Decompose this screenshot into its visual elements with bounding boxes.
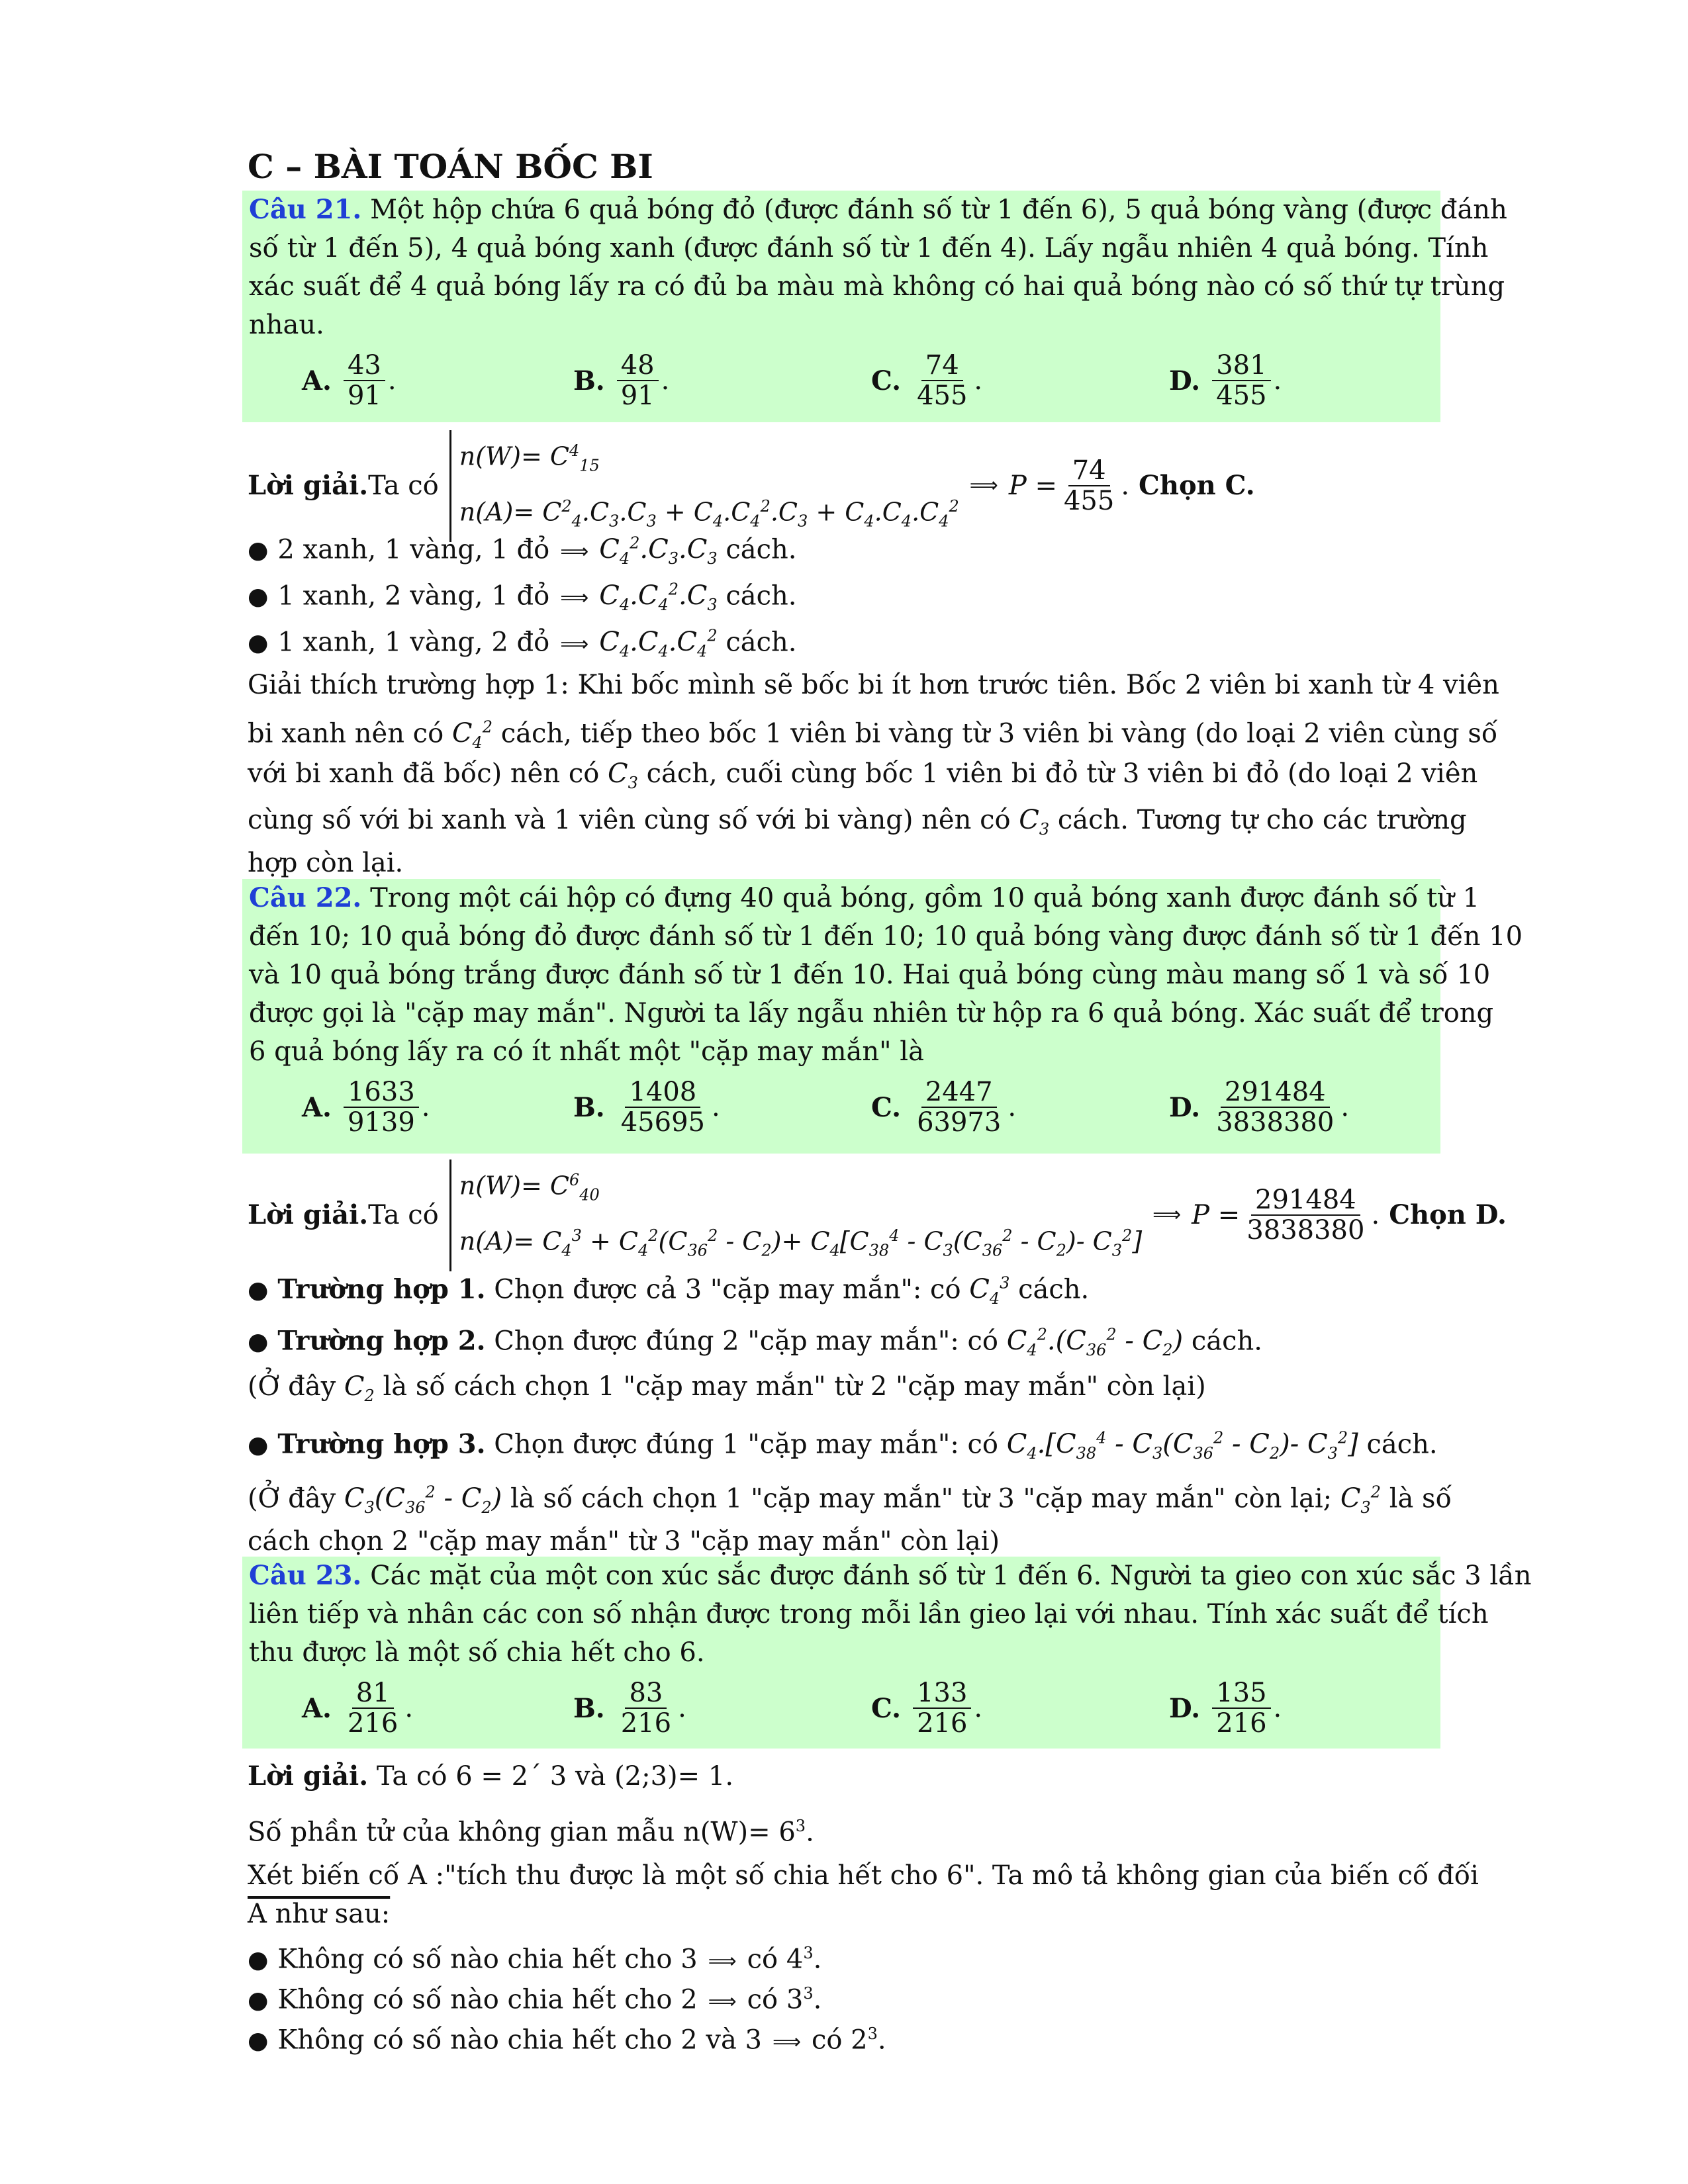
s22-case-1: ● Trường hợp 1. Chọn được cả 3 "cặp may mắn": có $C_4^3$ cách. [248, 1273, 1090, 1308]
bullet-icon: ● [248, 1328, 269, 1356]
q21-option-a[interactable]: A. $\frac{43}{91}$ . [302, 350, 397, 411]
implies-arrow-icon: ⟹ [708, 1990, 737, 2014]
implies-arrow-icon: ⟹ [560, 540, 589, 564]
implies-arrow-icon: ⟹ [969, 474, 998, 498]
bullet-icon: ● [248, 1946, 269, 1974]
question-23-box [242, 1557, 1532, 1749]
s21-explain-3: với bi xanh đã bốc) nên có $C_3$ cách, cuối cùng bốc 1 viên bi đỏ từ 3 viên bi đỏ (do loại 2 viên [248, 758, 1478, 792]
implies-arrow-icon: ⟹ [772, 2030, 801, 2054]
s23-line-3: Xét biến cố A :"tích thu được là một số chia hết cho 6". Ta mô tả không gian của biến cố đối [248, 1860, 1479, 1891]
system-brace: $n(W)= C^4_{15}$ $n(A)= C^2_4.C_3.C_3 + C_4.C_4^2.C_3 + C_4.C_4.C_4^2$ [449, 430, 959, 542]
s23-line-4: A như sau: [248, 1899, 391, 1929]
q23-option-c[interactable]: C. $\frac{133}{216}$ . [871, 1678, 983, 1739]
q21-line-2: số từ 1 đến 5), 4 quả bóng xanh (được đánh số từ 1 đến 4). Lấy ngẫu nhiên 4 quả bóng. Tính [249, 233, 1489, 263]
solution-21-header: Lời giải. Ta có $n(W)= C^4_{15}$ $n(A)= C^2_4.C_3.C_3 + C_4.C_4^2.C_3 + C_4.C_4.C_4^2$ ⟹ P = $\frac{74}{455}$ . Chọn C. [248, 430, 1446, 542]
q23-option-a[interactable]: A. $\frac{81}{216}$ . [302, 1678, 414, 1739]
q22-option-a[interactable]: A. $\frac{1633}{9139}$ . [302, 1077, 430, 1138]
q21-label: Câu 21. [249, 194, 362, 225]
q22-option-d[interactable]: D. $\frac{291484}{3838380}$ . [1169, 1077, 1350, 1138]
bullet-icon: ● [248, 1987, 269, 2015]
system-brace: $n(W)= C^6_{40}$ $n(A)= C_4^3 + C_4^2(C_{36}^2 - C_2)+ C_4[C_{38}^4 - C_3(C_{36}^2 - C_2)-$ $C_3^2$] [449, 1160, 1142, 1271]
bullet-icon: ● [248, 583, 269, 611]
implies-arrow-icon: ⟹ [560, 586, 589, 610]
q21-option-b[interactable]: B. $\frac{48}{91}$ . [573, 350, 670, 411]
q23-option-d[interactable]: D. $\frac{135}{216}$ . [1169, 1678, 1282, 1739]
q23-option-b[interactable]: B. $\frac{83}{216}$ . [573, 1678, 686, 1739]
q21-option-d[interactable]: D. $\frac{381}{455}$ . [1169, 350, 1282, 411]
q21-line-4: nhau. [249, 310, 324, 340]
implies-arrow-icon: ⟹ [708, 1950, 737, 1974]
question-22-box [242, 879, 1523, 1154]
bullet-icon: ● [248, 1277, 269, 1304]
s22-note-2: (Ở đây $C_3(C_{36}^2 - C_2)$ là số cách chọn 1 "cặp may mắn" từ 3 "cặp may mắn" còn lại; $C_3^2$ là số [248, 1483, 1452, 1518]
implies-arrow-icon: ⟹ [560, 633, 589, 657]
q23-line-3: thu được là một số chia hết cho 6. [249, 1637, 705, 1668]
q22-line-2: đến 10; 10 quả bóng đỏ được đánh số từ 1 đến 10; 10 quả bóng vàng được đánh số từ 1 đến 10 [249, 921, 1523, 952]
section-title: C – BÀI TOÁN BỐC BI [248, 147, 653, 186]
q22-line-5: 6 quả bóng lấy ra có ít nhất một "cặp may mắn" là [249, 1036, 924, 1067]
q23-options [249, 1672, 1434, 1745]
q22-options [249, 1071, 1434, 1144]
q22-line-3: và 10 quả bóng trắng được đánh số từ 1 đến 10. Hai quả bóng cùng màu mang số 1 và số 10 [249, 960, 1491, 990]
s23-line-2: Số phần tử của không gian mẫu $n(W)= 6^3$. [248, 1817, 814, 1848]
bullet-icon: ● [248, 2027, 269, 2055]
s22-note-1: (Ở đây $C_2$ là số cách chọn 1 "cặp may mắn" từ 2 "cặp may mắn" còn lại) [248, 1371, 1206, 1405]
s21-explain-4: cùng số với bi xanh và 1 viên cùng số với bi vàng) nên có $C_3$ cách. Tương tự cho các trường [248, 805, 1467, 839]
s22-case-2: ● Trường hợp 2. Chọn được đúng 2 "cặp may mắn": có $C_4^2.(C_{36}^2 - C_2)$ cách. [248, 1325, 1262, 1360]
s21-explain-5: hợp còn lại. [248, 848, 404, 878]
s23-bullet-3: ● Không có số nào chia hết cho 2 và 3 ⟹ có $2^3$. [248, 2025, 886, 2056]
q22-option-c[interactable]: C. $\frac{2447}{63973}$ . [871, 1077, 1017, 1138]
q23-line-2: liên tiếp và nhân các con số nhận được trong mỗi lần gieo lại với nhau. Tính xác suất để tích [249, 1599, 1489, 1629]
implies-arrow-icon: ⟹ [1152, 1203, 1182, 1227]
q23-label: Câu 23. [249, 1560, 362, 1591]
q22-line-4: được gọi là "cặp may mắn". Người ta lấy ngẫu nhiên từ hộp ra 6 quả bóng. Xác suất để trong [249, 998, 1494, 1028]
q21-line-3: xác suất để 4 quả bóng lấy ra có đủ ba màu mà không có hai quả bóng nào có số thứ tự trùng [249, 271, 1505, 302]
s23-bullet-2: ● Không có số nào chia hết cho 2 ⟹ có $3^3$. [248, 1984, 822, 2015]
q22-label: Câu 22. [249, 882, 362, 913]
s21-explain-2: bi xanh nên có $C_4^2$ cách, tiếp theo bốc 1 viên bi vàng từ 3 viên bi vàng (do loại 2 viên cùng số [248, 718, 1498, 752]
bullet-icon: ● [248, 537, 269, 565]
s23-bullet-1: ● Không có số nào chia hết cho 3 ⟹ có $4^3$. [248, 1944, 822, 1975]
question-21-box [242, 191, 1507, 422]
s22-case-3: ● Trường hợp 3. Chọn được đúng 1 "cặp may mắn": có $C_4.[C_{38}^4 - C_3(C_{36}^2 - C_2)-$ $C_3^2$] cách. [248, 1428, 1438, 1463]
bullet-icon: ● [248, 629, 269, 657]
solution-22-header: Lời giải. Ta có $n(W)= C^6_{40}$ $n(A)= C_4^3 + C_4^2(C_{36}^2 - C_2)+ C_4[C_{38}^4 - C_3(C_{36}^2 - C_2)-$ $C_3^2$] ⟹ P = $\frac{291484}{3838380}$ . Chọn D. [248, 1160, 1446, 1271]
q23-line-1: Câu 23. Các mặt của một con xúc sắc được đánh số từ 1 đến 6. Người ta gieo con xúc sắc 3 lần [249, 1560, 1532, 1591]
s21-bullet-1: ● 2 xanh, 1 vàng, 1 đỏ ⟹ $C_4^2.C_3.C_3$ cách. [248, 534, 797, 569]
q21-line-1: Câu 21. Một hộp chứa 6 quả bóng đỏ (được đánh số từ 1 đến 6), 5 quả bóng vàng (được đánh [249, 194, 1507, 225]
bullet-icon: ● [248, 1432, 269, 1459]
q21-option-c[interactable]: C. $\frac{74}{455}$ . [871, 350, 983, 411]
q22-option-b[interactable]: B. $\frac{1408}{45695}$ . [573, 1077, 720, 1138]
q21-options [249, 344, 1434, 417]
s21-bullet-2: ● 1 xanh, 2 vàng, 1 đỏ ⟹ $C_4.C_4^2.C_3$ cách. [248, 580, 797, 615]
s21-explain-1: Giải thích trường hợp 1: Khi bốc mình sẽ bốc bi ít hơn trước tiên. Bốc 2 viên bi xanh từ 4 viên [248, 670, 1499, 700]
s21-bullet-3: ● 1 xanh, 1 vàng, 2 đỏ ⟹ $C_4.C_4.C_4^2$ cách. [248, 627, 797, 661]
s23-line-1: Lời giải. Ta có 6 = 2´ 3 và (2;3)= 1. [248, 1760, 734, 1792]
s22-note-3: cách chọn 2 "cặp may mắn" từ 3 "cặp may mắn" còn lại) [248, 1526, 1000, 1557]
q22-line-1: Câu 22. Trong một cái hộp có đựng 40 quả bóng, gồm 10 quả bóng xanh được đánh số từ 1 [249, 882, 1480, 913]
